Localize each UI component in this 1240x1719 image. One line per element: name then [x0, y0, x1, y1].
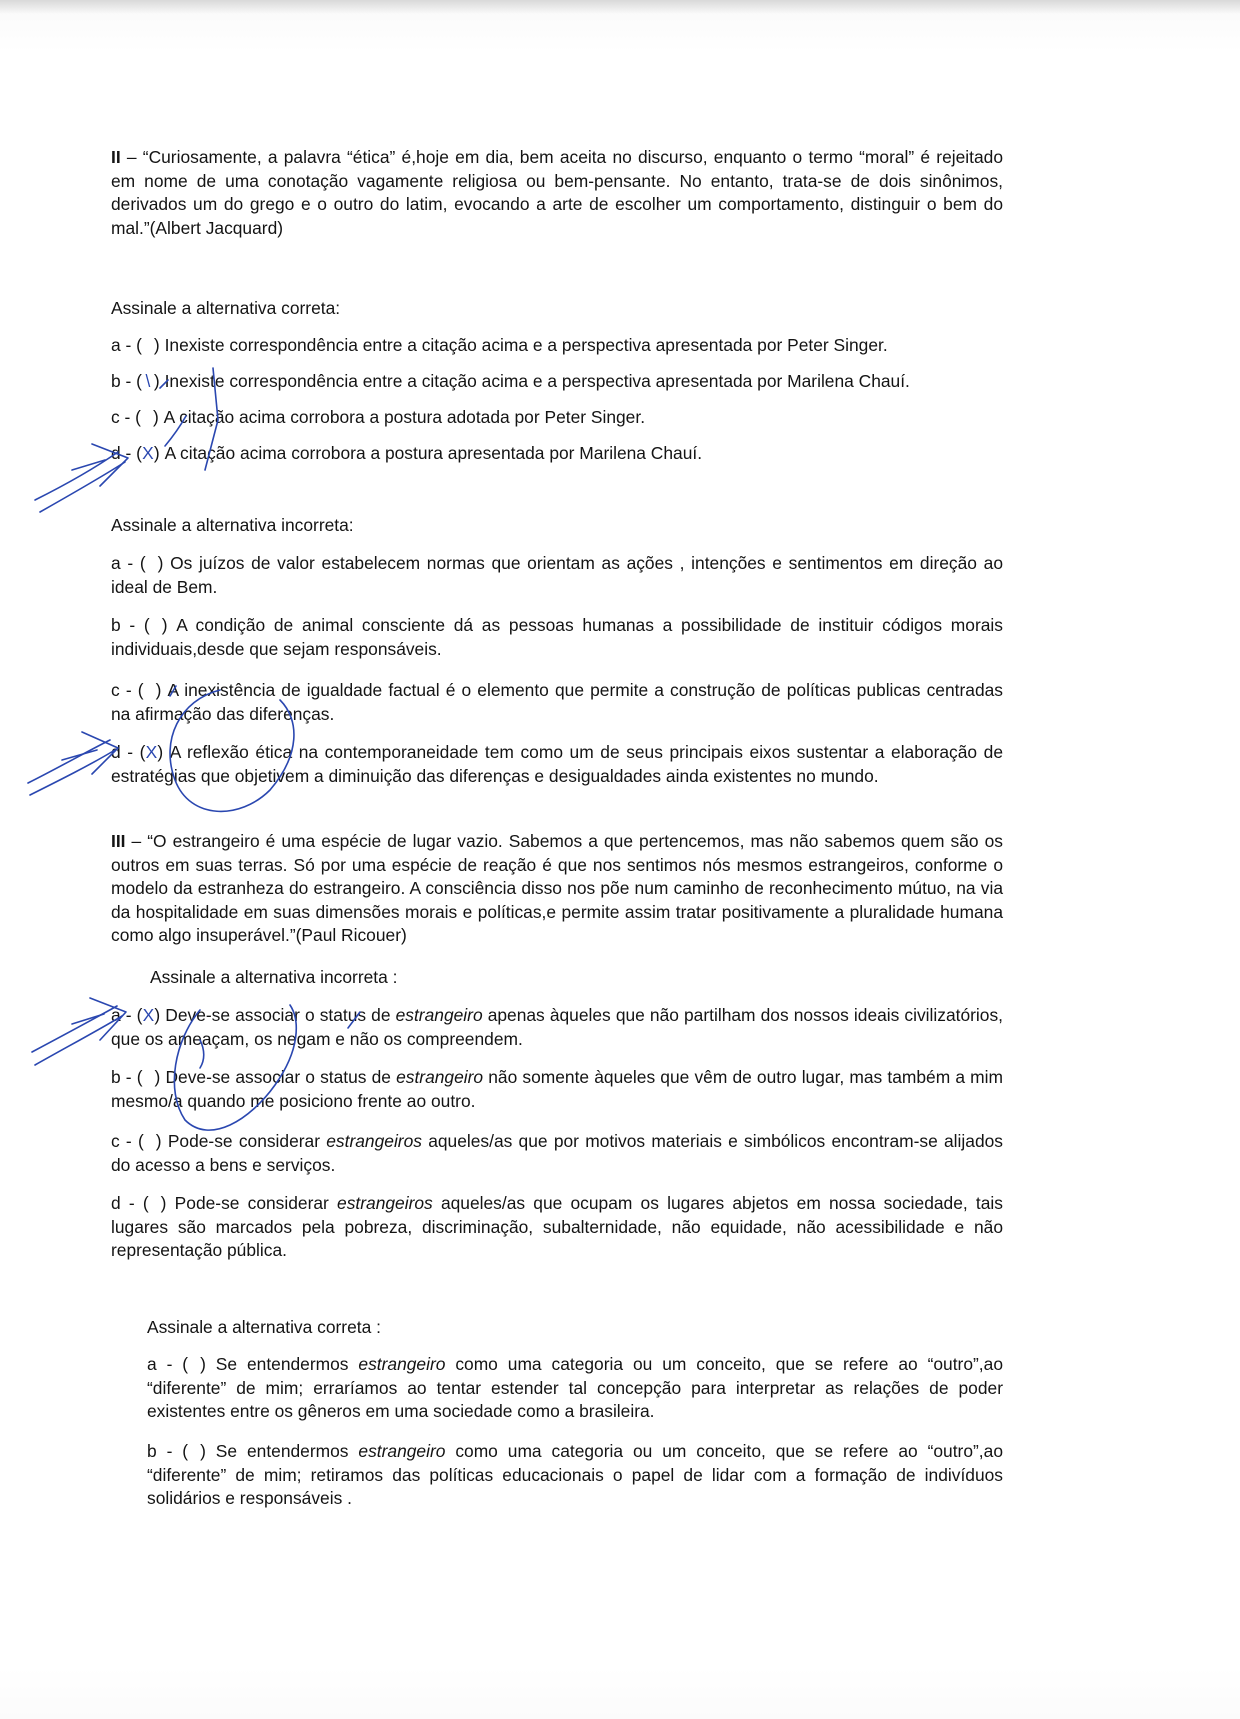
scan-edge-shadow: [0, 0, 1240, 14]
q4-option-a-em: estrangeiro: [358, 1354, 446, 1374]
q3-option-b-post: não somente àqueles que vêm de outro lugar, mas também a mim mesmo/a quando me posiciono frente ao outro.: [111, 1067, 1003, 1111]
q3-option-c[interactable]: [111, 1130, 1003, 1177]
q1-option-c-close: ): [152, 407, 159, 427]
q1-option-b-text: Inexiste correspondência entre a citação acima e a perspectiva apresentada por Marilena Chauí.: [164, 371, 910, 391]
q1-option-a[interactable]: [111, 334, 1011, 358]
q3-option-c-em: estrangeiros: [326, 1131, 422, 1151]
q1-option-b-mark: \: [145, 371, 151, 391]
q1-prompt: Assinale a alternativa correta:: [111, 298, 341, 318]
q2-option-d-mark: X: [145, 742, 158, 762]
q3-option-d-post: aqueles/as que ocupam os lugares abjetos em nossa sociedade, tais lugares são marcados pela pobreza, discriminação, subalternidade, não equidade, não acessibilidade e não representação pública.: [111, 1193, 1003, 1260]
q2-option-d[interactable]: [111, 741, 1003, 788]
q3-option-c-close: ): [155, 1131, 162, 1151]
q3-option-b-em: estrangeiro: [396, 1067, 484, 1087]
q1-option-a-text: Inexiste correspondência entre a citação acima e a perspectiva apresentada por Peter Singer.: [164, 335, 888, 355]
section-iii-numeral: III: [111, 831, 126, 851]
q2-option-a-letter: a - (: [111, 553, 146, 573]
q1-option-c[interactable]: [111, 406, 1011, 430]
q3-option-a-em: estrangeiro: [395, 1005, 483, 1025]
q2-option-c-close: ): [155, 680, 162, 700]
q3-option-d-letter: d - (: [111, 1193, 149, 1213]
q4-option-a-pre: Se entendermos: [215, 1354, 359, 1374]
q2-option-d-letter: d - (: [111, 742, 146, 762]
section-ii-text: – “Curiosamente, a palavra “ética” é,hoje em dia, bem aceita no discurso, enquanto o termo “moral” é rejeitado em nome de uma conotação vagamente religiosa ou bem-pensante. No entanto, trata-se de dois sinônimos, derivados um do grego e o outro do latim, evocando a arte de escolher um comportamento, distinguir o bem do mal.”(Albert Jacquard): [111, 147, 1003, 238]
section-ii-quote: [111, 146, 1003, 240]
q1-option-a-close: ): [153, 335, 160, 355]
q1-option-d[interactable]: [111, 442, 1011, 466]
q4-option-b-em: estrangeiro: [358, 1441, 446, 1461]
q1-option-d-text: A citação acima corrobora a postura apresentada por Marilena Chauí.: [164, 443, 703, 463]
q1-option-b-close: ): [153, 371, 160, 391]
q1-option-d-mark: X: [142, 443, 154, 463]
q2-option-c[interactable]: [111, 679, 1003, 726]
q1-option-c-letter: c - (: [111, 407, 141, 427]
section-iii-quote: [111, 830, 1003, 948]
q2-option-b[interactable]: [111, 614, 1003, 661]
q3-option-a-close: ): [154, 1005, 161, 1025]
q3-option-c-pre: Pode-se considerar: [167, 1131, 327, 1151]
q4-option-a-letter: a - (: [147, 1354, 189, 1374]
q3-option-b[interactable]: [111, 1066, 1003, 1113]
q3-option-b-close: ): [154, 1067, 161, 1087]
q3-option-c-post: aqueles/as que por motivos materiais e simbólicos encontram-se alijados do acesso a bens e serviços.: [111, 1131, 1003, 1175]
q3-option-a-letter: a - (: [111, 1005, 143, 1025]
q4-option-b-post: como uma categoria ou um conceito, que se refere ao “outro”,ao “diferente” de mim; retiramos das políticas educacionais o papel de lidar com a formação de indivíduos solidários e responsáveis .: [147, 1441, 1003, 1508]
q3-option-a-mark: X: [142, 1005, 155, 1025]
q3-option-b-letter: b - (: [111, 1067, 143, 1087]
q3-option-a-post: apenas àqueles que não partilham dos nossos ideais civilizatórios, que os ameaçam, os negam e não os compreendem.: [111, 1005, 1003, 1049]
q1-option-d-letter: d - (: [111, 443, 142, 463]
q1-option-b[interactable]: [111, 370, 1011, 394]
q4-option-a-post: como uma categoria ou um conceito, que se refere ao “outro”,ao “diferente” de mim; erraríamos ao tentar estender tal concepção para interpretar as relações de poder existentes entre os gêneros em uma sociedade como a brasileira.: [147, 1354, 1003, 1421]
q4-option-a-close: ): [200, 1354, 206, 1374]
section-ii-numeral: II: [111, 147, 121, 167]
q4-option-a[interactable]: [147, 1353, 1003, 1424]
q1-option-a-letter: a - (: [111, 335, 142, 355]
q3-option-b-pre: Deve-se associar o status de: [165, 1067, 397, 1087]
q4-option-b-letter: b - (: [147, 1441, 189, 1461]
q2-option-d-text: A reflexão ética na contemporaneidade tem como um de seus principais eixos sustentar a elaboração de estratégias que objetivem a diminuição das diferenças e desigualdades ainda existentes no mundo.: [111, 742, 1003, 786]
q3-option-d-em: estrangeiros: [337, 1193, 433, 1213]
q4-option-b[interactable]: [147, 1440, 1003, 1511]
q1-option-d-close: ): [153, 443, 160, 463]
q4-option-b-close: ): [200, 1441, 206, 1461]
q1-option-b-letter: b - (: [111, 371, 142, 391]
q2-option-c-letter: c - (: [111, 680, 144, 700]
q2-option-d-close: ): [157, 742, 164, 762]
q2-option-b-close: ): [161, 615, 168, 635]
q2-option-c-text: A inexistência de igualdade factual é o elemento que permite a construção de políticas publicas centradas na afirmação das diferenças.: [111, 680, 1003, 724]
q3-prompt: Assinale a alternativa incorreta :: [150, 967, 398, 987]
q3-option-a[interactable]: [111, 1004, 1003, 1051]
q1-option-c-text: A citação acima corrobora a postura adotada por Peter Singer.: [163, 407, 646, 427]
q2-option-b-text: A condição de animal consciente dá as pessoas humanas a possibilidade de instituir códigos morais individuais,desde que sejam responsáveis.: [111, 615, 1003, 659]
section-iii-text: – “O estrangeiro é uma espécie de lugar vazio. Sabemos a que pertencemos, mas não sabemos quem são os outros em suas terras. Só por uma espécie de reação é que nos sentimos nós mesmos estrangeiros, conforme o modelo da estranheza do estrangeiro. A consciência disso nos põe num caminho de reconhecimento mútuo, na via da hospitalidade em suas dimensões morais e políticas,e permite assim tratar positivamente a pluralidade humana como algo insuperável.”(Paul Ricouer): [111, 831, 1003, 945]
q3-option-d-pre: Pode-se considerar: [174, 1193, 338, 1213]
q2-option-a[interactable]: [111, 552, 1003, 599]
q4-option-b-pre: Se entendermos: [215, 1441, 359, 1461]
q2-prompt: Assinale a alternativa incorreta:: [111, 515, 354, 535]
q2-option-a-close: ): [157, 553, 164, 573]
q2-option-a-text: Os juízos de valor estabelecem normas que orientam as ações , intenções e sentimentos em direção ao ideal de Bem.: [111, 553, 1003, 597]
q4-prompt: Assinale a alternativa correta :: [147, 1317, 381, 1337]
q3-option-d[interactable]: [111, 1192, 1003, 1263]
q3-option-d-close: ): [160, 1193, 167, 1213]
arrow-icon-2: [28, 732, 118, 795]
q3-option-a-pre: Deve-se associar o status de: [165, 1005, 396, 1025]
q3-option-c-letter: c - (: [111, 1131, 144, 1151]
q2-option-b-letter: b - (: [111, 615, 150, 635]
